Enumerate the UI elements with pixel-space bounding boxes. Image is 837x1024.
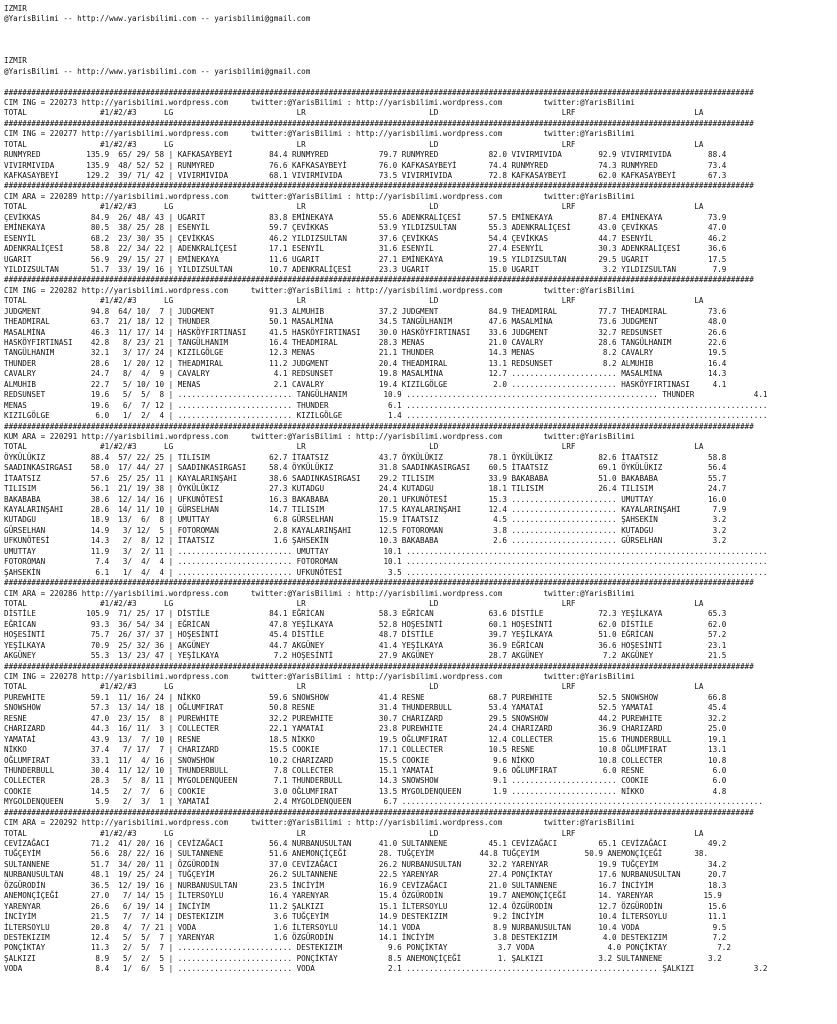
blank-line (4, 46, 837, 56)
horse-row: FOTOROMAN 7.4 3/ 4/ 4 | ......................... FOTOROMAN 10.1 ............................................................................... (4, 557, 768, 567)
column-header-line: TOTAL #1/#2/#3 LG LR LD LRF LA (4, 598, 704, 608)
contact-line: @YarisBilimi -- http://www.yarisbilimi.com -- yarisbilimi@gmail.com (4, 14, 311, 24)
horse-row: THEADMIRAL 63.7 21/ 18/ 12 | THUNDER 50.1 MASALMİNA 34.5 TANGÜLHANIM 47.6 MASALMİNA 73.6 JUDGMENT 48.0 (4, 317, 727, 327)
horse-row: KIZILGÖLGE 6.0 1/ 2/ 4 | ......................... KIZILGÖLGE 1.4 ............................................................................... (4, 411, 768, 421)
horse-row: UFKUNÖTESİ 14.3 2/ 8/ 12 | İTAATSIZ 1.6 ŞAHSEKİN 10.3 BAKABABA 2.6 ....................... GÜRSELHAN 3.2 (4, 536, 727, 546)
horse-row: RESNE 47.0 23/ 15/ 8 | PUREWHITE 32.2 PUREWHITE 30.7 CHARIZARD 29.5 SNOWSHOW 44.2 PUREWHITE 32.2 (4, 713, 727, 723)
horse-row: MASALMİNA 46.3 11/ 17/ 14 | HASKÖYFIRTINASI 41.5 HASKÖYFIRTINASI 30.0 HASKÖYFIRTINASI 33.6 JUDGMENT 32.7 REDSUNSET 26.6 (4, 327, 727, 337)
horse-row: KAFKASAYBEYİ 129.2 39/ 71/ 42 | VIVIRMIVIDA 68.1 VIVIRMIVIDA 73.5 VIVIRMIVIDA 72.8 KAFKASAYBEYİ 62.0 KAFKASAYBEYİ 67.3 (4, 171, 727, 180)
horse-row: OĞLUMFIRAT 33.1 11/ 4/ 16 | SNOWSHOW 10.2 CHARIZARD 15.5 COOKIE 9.6 NİKKO 10.8 COLLECTER 10.8 (4, 755, 727, 765)
race-header-line: CIM ARA = 220286 http://yarisbilimi.wordpress.com twitter:@YarisBilimi : http://yarisbilimi.wordpress.com twitter:@YarisBilimi (4, 588, 635, 598)
horse-row: JUDGMENT 94.8 64/ 10/ 7 | JUDGMENT 91.3 ALMUHIB 37.2 JUDGMENT 84.9 THEADMIRAL 77.7 THEADMIRAL 73.6 (4, 306, 727, 316)
column-header-line: TOTAL #1/#2/#3 LG LR LD LRF LA (4, 139, 704, 149)
horse-row: ŞALKIZI 8.9 5/ 2/ 5 | ......................... PONÇİKTAY 8.5 ANEMONÇİÇEĞİ 1. ŞALKIZI 3.2 SULTANNENE 3.2 (4, 953, 722, 963)
separator-line: #################################################################################################################################################################### (4, 578, 754, 588)
separator-line: #################################################################################################################################################################### (4, 421, 754, 431)
horse-row: NİKKO 37.4 7/ 17/ 7 | CHARIZARD 15.5 COOKIE 17.1 COLLECTER 10.5 RESNE 10.8 OĞLUMFIRAT 13.1 (4, 745, 727, 755)
horse-row: KAYALARINŞAHI 28.6 14/ 11/ 10 | GÜRSELHAN 14.7 TILISIM 17.5 KAYALARINŞAHI 12.4 ....................... KAYALARINŞAHI 7.9 (4, 505, 727, 514)
horse-row: SULTANNENE 51.7 34/ 20/ 11 | ÖZGÜRODİN 37.0 CEVİZAĞACI 26.2 NURBANUSULTAN 32.2 YARENYAR 19.9 TUĞÇEYİM 34.2 (4, 859, 727, 869)
horse-row: UGARIT 56.9 29/ 15/ 27 | EMİNEKAYA 11.6 UGARIT 27.1 EMİNEKAYA 19.5 YILDIZSULTAN 29.5 UGARIT 17.5 (4, 254, 727, 264)
horse-row: ESENYİL 68.2 23/ 30/ 35 | ÇEVİKKAS 46.2 YILDIZSULTAN 37.6 ÇEVİKKAS 54.4 ÇEVİKKAS 44.7 ESENYİL 46.2 (4, 233, 727, 243)
horse-row: EĞRİCAN 93.3 36/ 54/ 34 | EĞRİCAN 47.8 YEŞİLKAYA 52.8 HOŞESİNTİ 60.1 HOŞESİNTİ 62.0 DİSTİLE 62.0 (4, 619, 727, 629)
separator-line: #################################################################################################################################################################### (4, 807, 754, 817)
blank-line (4, 25, 837, 35)
horse-row: THUNDER 28.6 1/ 20/ 12 | THEADMIRAL 11.2 JUDGMENT 20.4 THEADMIRAL 13.1 REDSUNSET 8.2 ALMUHIB 16.4 (4, 358, 727, 368)
horse-row: VIVIRMIVIDA 135.9 48/ 52/ 52 | RUNMYRED 76.6 KAFKASAYBEYİ 76.0 KAFKASAYBEYİ 74.4 RUNMYRED 74.3 RUNMYRED 73.4 (4, 160, 727, 170)
horse-row: TUĞÇEYİM 56.6 28/ 22/ 16 | SULTANNENE 51.6 ANEMONÇİÇEĞİ 28. TUĞÇEYİM 44.8 TUĞÇEYİM 50.9 ANEMONÇİÇEĞİ 38. (4, 849, 709, 859)
horse-row: GÜRSELHAN 14.9 3/ 12/ 5 | FOTOROMAN 2.8 KAYALARINŞAHI 12.5 FOTOROMAN 3.8 ....................... KUTADGU 3.2 (4, 525, 727, 535)
race-header-line: CIM ING = 220278 http://yarisbilimi.wordpress.com twitter:@YarisBilimi : http://yarisbilimi.wordpress.com twitter:@YarisBilimi (4, 672, 635, 681)
separator-line: #################################################################################################################################################################### (4, 275, 754, 285)
horse-row: CAVALRY 24.7 8/ 4/ 9 | CAVALRY 4.1 REDSUNSET 19.8 MASALMİNA 12.7 ....................... MASALMİNA 14.3 (4, 369, 727, 379)
blank-line (4, 35, 837, 45)
horse-row: COLLECTER 28.3 5/ 8/ 11 | MYGOLDENQUEEN 7.1 THUNDERBULL 14.3 SNOWSHOW 9.1 ....................... COOKIE 6.0 (4, 776, 727, 786)
horse-row: KUTADGU 18.9 13/ 6/ 8 | UMUTTAY 6.8 GÜRSELHAN 15.9 İTAATSIZ 4.5 ....................... ŞAHSEKİN 3.2 (4, 515, 727, 525)
horse-row: PUREWHITE 59.1 11/ 16/ 24 | NİKKO 59.6 SNOWSHOW 41.4 RESNE 68.7 PUREWHITE 52.5 SNOWSHOW 66.8 (4, 692, 727, 702)
horse-row: RUNMYRED 135.9 65/ 29/ 58 | KAFKASAYBEYİ 84.4 RUNMYRED 79.7 RUNMYRED 82.0 VIVIRMIVIDA 92.9 VIVIRMIVIDA 88.4 (4, 150, 727, 160)
horse-row: SNOWSHOW 57.3 13/ 14/ 18 | OĞLUMFIRAT 50.8 RESNE 31.4 THUNDERBULL 53.4 YAMATAİ 52.5 YAMATAİ 45.4 (4, 703, 727, 713)
horse-row: SAADINKASIRGASI 58.0 17/ 44/ 27 | SAADINKASIRGASI 58.4 ÖYKÜLÜKIZ 31.8 SAADINKASIRGASI 60.5 İTAATSIZ 69.1 ÖYKÜLÜKIZ 56.4 (4, 463, 727, 473)
horse-row: ÖYKÜLÜKIZ 88.4 57/ 22/ 25 | TILISIM 62.7 İTAATSIZ 43.7 ÖYKÜLÜKIZ 78.1 ÖYKÜLÜKIZ 82.6 İTAATSIZ 58.8 (4, 452, 727, 462)
horse-row: BAKABABA 38.6 12/ 14/ 16 | UFKUNÖTESİ 16.3 BAKABABA 20.1 UFKUNÖTESİ 15.3 ....................... UMUTTAY 16.0 (4, 494, 727, 504)
horse-row: ALMUHIB 22.7 5/ 10/ 10 | MENAS 2.1 CAVALRY 19.4 KIZILGÖLGE 2.0 ....................... HASKÖYFIRTINASI 4.1 (4, 379, 727, 389)
blank-line (4, 77, 837, 87)
horse-row: DİSTİLE 105.9 71/ 25/ 17 | DİSTİLE 84.1 EĞRİCAN 58.3 EĞRİCAN 63.6 DİSTİLE 72.3 YEŞİLKAYA 65.3 (4, 609, 727, 619)
horse-row: MENAS 19.6 6/ 7/ 12 | ......................... THUNDER 6.1 ............................................................................... (4, 400, 768, 410)
horse-row: HOŞESİNTİ 75.7 26/ 37/ 37 | HOŞESİNTİ 45.4 DİSTİLE 48.7 DİSTİLE 39.7 YEŞİLKAYA 51.0 EĞRİCAN 57.2 (4, 630, 727, 640)
race-header-line: CIM ING = 220273 http://yarisbilimi.wordpress.com twitter:@YarisBilimi : http://yarisbilimi.wordpress.com twitter:@YarisBilimi (4, 97, 635, 107)
horse-row: YILDIZSULTAN 51.7 33/ 19/ 16 | YILDIZSULTAN 10.7 ADENKRALİÇESİ 23.3 UGARIT 15.0 UGARIT 3.2 YILDIZSULTAN 7.9 (4, 264, 727, 274)
contact-line: @YarisBilimi -- http://www.yarisbilimi.com -- yarisbilimi@gmail.com (4, 66, 311, 76)
race-header-line: KUM ARA = 220291 http://yarisbilimi.wordpress.com twitter:@YarisBilimi : http://yarisbilimi.wordpress.com twitter:@YarisBilimi (4, 431, 635, 441)
horse-row: ÖZGÜRODİN 36.5 12/ 19/ 16 | NURBANUSULTAN 23.5 İNCİYİM 16.9 CEVİZAĞACI 21.0 SULTANNENE 16.7 İNCİYİM 18.3 (4, 880, 727, 890)
race-header-line: CIM ARA = 220289 http://yarisbilimi.wordpress.com twitter:@YarisBilimi : http://yarisbilimi.wordpress.com twitter:@YarisBilimi (4, 191, 635, 201)
horse-row: REDSUNSET 19.6 5/ 5/ 8 | ......................... TANGÜLHANIM 10.9 ....................................................... THUNDER 4.1 (4, 390, 768, 400)
horse-row: MYGOLDENQUEEN 5.9 2/ 3/ 1 | YAMATAİ 2.4 MYGOLDENQUEEN 6.7 ............................................................................... (4, 797, 763, 807)
horse-row: COOKIE 14.5 2/ 7/ 6 | COOKIE 3.0 OĞLUMFIRAT 13.5 MYGOLDENQUEEN 1.9 ....................... NİKKO 4.8 (4, 786, 727, 796)
horse-row: CEVİZAĞACI 71.2 41/ 20/ 16 | CEVİZAĞACI 56.4 NURBANUSULTAN 41.0 SULTANNENE 45.1 CEVİZAĞACI 65.1 CEVİZAĞACI 49.2 (4, 839, 727, 848)
city-title: IZMIR (4, 4, 27, 13)
horse-row: ÇEVİKKAS 84.9 26/ 48/ 43 | UGARIT 83.8 EMİNEKAYA 55.6 ADENKRALİÇESİ 57.5 EMİNEKAYA 87.4 EMİNEKAYA 73.9 (4, 212, 727, 222)
horse-row: DESTEKIZIM 12.4 5/ 5/ 7 | YARENYAR 1.6 ÖZGÜRODİN 14.1 İNCİYİM 3.8 DESTEKIZIM 4.0 DESTEKIZIM 7.2 (4, 932, 727, 942)
horse-row: PONÇİKTAY 11.3 2/ 5/ 7 | ......................... DESTEKIZIM 9.6 PONÇİKTAY 3.7 VODA 4.0 PONÇİKTAY 7.2 (4, 943, 731, 953)
separator-line: #################################################################################################################################################################### (4, 87, 754, 97)
separator-line: #################################################################################################################################################################### (4, 118, 754, 128)
horse-row: UMUTTAY 11.9 3/ 2/ 11 | ......................... UMUTTAY 10.1 ............................................................................... (4, 546, 768, 556)
column-header-line: TOTAL #1/#2/#3 LG LR LD LRF LA (4, 296, 704, 306)
horse-row: ŞAHSEKİN 6.1 1/ 4/ 4 | ......................... UFKUNÖTESİ 3.5 ............................................................................... (4, 567, 768, 577)
horse-row: YEŞİLKAYA 70.9 25/ 32/ 36 | AKGÜNEY 44.7 AKGÜNEY 41.4 YEŞİLKAYA 36.9 EĞRİCAN 36.6 HOŞESİNTİ 23.1 (4, 640, 727, 650)
horse-row: YARENYAR 26.6 6/ 19/ 14 | İNCİYİM 11.2 ŞALKIZI 15.1 İLTERSOYLU 12.4 ÖZGÜRODİN 12.7 ÖZGÜRODİN 15.6 (4, 901, 727, 911)
race-header-line: CIM ARA = 220292 http://yarisbilimi.wordpress.com twitter:@YarisBilimi : http://yarisbilimi.wordpress.com twitter:@YarisBilimi (4, 818, 635, 828)
column-header-line: TOTAL #1/#2/#3 LG LR LD LRF LA (4, 682, 704, 692)
horse-row: EMİNEKAYA 80.5 38/ 25/ 28 | ESENYİL 59.7 ÇEVİKKAS 53.9 YILDIZSULTAN 55.3 ADENKRALİÇESİ 43.0 ÇEVİKKAS 47.0 (4, 223, 727, 233)
horse-row: ANEMONÇİÇEĞİ 27.0 7/ 14/ 15 | İLTERSOYLU 16.4 YARENYAR 15.4 ÖZGÜRODİN 19.7 ANEMONÇİÇEĞİ 14. YARENYAR 15.9 (4, 891, 722, 901)
horse-row: TANGÜLHANIM 32.1 3/ 17/ 24 | KIZILGÖLGE 12.3 MENAS 21.1 THUNDER 14.3 MENAS 8.2 CAVALRY 19.5 (4, 348, 727, 358)
horse-row: İLTERSOYLU 20.8 4/ 7/ 21 | VODA 1.6 İLTERSOYLU 14.1 VODA 8.9 NURBANUSULTAN 10.4 VODA 9.5 (4, 922, 727, 932)
horse-row: VODA 8.4 1/ 6/ 5 | ......................... VODA 2.1 ....................................................... ŞALKIZI 3.2 (4, 964, 768, 974)
horse-row: ADENKRALİÇESİ 58.8 22/ 34/ 22 | ADENKRALİÇESİ 17.1 ESENYİL 31.6 ESENYİL 27.4 ESENYİL 30.3 ADENKRALİÇESİ 36.6 (4, 244, 727, 254)
column-header-line: TOTAL #1/#2/#3 LG LR LD LRF LA (4, 202, 704, 212)
column-header-line: TOTAL #1/#2/#3 LG LR LD LRF LA (4, 108, 704, 118)
horse-row: TILISIM 56.1 21/ 19/ 38 | ÖYKÜLÜKIZ 27.3 KUTADGU 24.4 KUTADGU 18.1 TILISIM 26.4 TILISIM 24.7 (4, 484, 727, 494)
horse-row: İNCİYİM 21.5 7/ 7/ 14 | DESTEKIZIM 3.6 TUĞÇEYİM 14.9 DESTEKIZIM 9.2 İNCİYİM 10.4 İLTERSOYLU 11.1 (4, 912, 727, 922)
separator-line: #################################################################################################################################################################### (4, 661, 754, 671)
horse-row: THUNDERBULL 30.4 11/ 12/ 10 | THUNDERBULL 7.8 COLLECTER 15.1 YAMATAİ 9.6 OĞLUMFIRAT 6.0 RESNE 6.0 (4, 765, 727, 775)
horse-row: İTAATSIZ 57.6 25/ 25/ 11 | KAYALARINŞAHI 38.6 SAADINKASIRGASI 29.2 TILISIM 33.9 BAKABABA 51.0 BAKABABA 55.7 (4, 473, 727, 483)
horse-row: NURBANUSULTAN 48.1 19/ 25/ 24 | TUĞÇEYİM 26.2 SULTANNENE 22.5 YARENYAR 27.4 PONÇİKTAY 17.6 NURBANUSULTAN 20.7 (4, 870, 727, 880)
column-header-line: TOTAL #1/#2/#3 LG LR LD LRF LA (4, 828, 704, 838)
race-header-line: CIM ING = 220277 http://yarisbilimi.wordpress.com twitter:@YarisBilimi : http://yarisbilimi.wordpress.com twitter:@YarisBilimi (4, 129, 635, 139)
column-header-line: TOTAL #1/#2/#3 LG LR LD LRF LA (4, 442, 704, 452)
horse-row: AKGÜNEY 55.3 13/ 23/ 47 | YEŞİLKAYA 7.2 HOŞESİNTİ 27.9 AKGÜNEY 28.7 AKGÜNEY 7.2 AKGÜNEY 21.5 (4, 651, 727, 661)
city-title: IZMIR (4, 56, 27, 66)
separator-line: #################################################################################################################################################################### (4, 181, 754, 191)
horse-row: YAMATAİ 43.9 13/ 7/ 10 | RESNE 18.5 NİKKO 19.5 OĞLUMFIRAT 12.4 COLLECTER 15.6 THUNDERBULL 19.1 (4, 734, 727, 744)
race-header-line: CIM ING = 220282 http://yarisbilimi.wordpress.com twitter:@YarisBilimi : http://yarisbilimi.wordpress.com twitter:@YarisBilimi (4, 285, 635, 295)
horse-row: CHARIZARD 44.3 16/ 11/ 3 | COLLECTER 22.1 YAMATAİ 23.8 PUREWHITE 24.4 CHARIZARD 36.9 CHARIZARD 25.0 (4, 724, 727, 734)
horse-row: HASKÖYFIRTINASI 42.8 8/ 23/ 21 | TANGÜLHANIM 16.4 THEADMIRAL 28.3 MENAS 21.0 CAVALRY 28.6 TANGÜLHANIM 22.6 (4, 338, 727, 347)
